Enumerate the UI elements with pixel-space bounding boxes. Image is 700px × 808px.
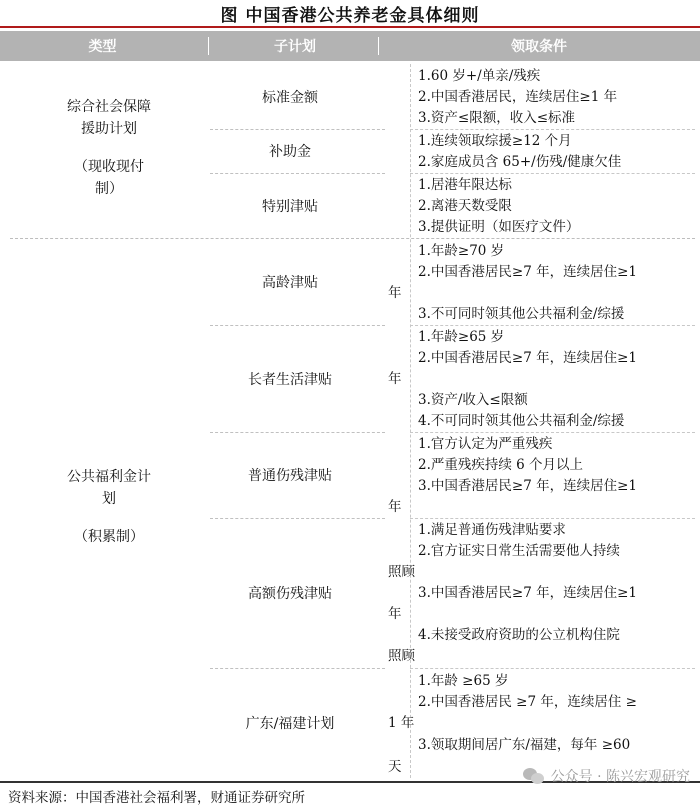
wechat-icon [523, 768, 545, 784]
row-divider [410, 668, 695, 669]
subplan-higher-disability: 高额伤残津贴 [248, 586, 332, 602]
row-divider [410, 518, 695, 519]
condition-line-wrap: 照顾 [388, 564, 415, 580]
watermark-text: 公众号 · 陈兴宏观研究 [550, 769, 690, 785]
condition-line: 3.资产/收入≤限额 [418, 392, 528, 408]
condition-line: 2.离港天数受限 [418, 198, 512, 214]
condition-line: 2.严重残疾持续 6 个月以上 [418, 457, 584, 473]
subplan-special: 特别津贴 [262, 198, 318, 215]
subplan-gd-fj: 广东/福建计划 [245, 716, 335, 732]
condition-line: 4.未接受政府资助的公立机构住院 [418, 627, 620, 643]
condition-line: 2.中国香港居民≥7 年，连续居住≥1 [418, 350, 637, 366]
category-ssa [14, 466, 204, 548]
condition-line: 1.居港年限达标 [418, 177, 512, 193]
row-divider [410, 325, 695, 326]
condition-line: 4.不可同时领其他公共福利金/综援 [418, 413, 625, 429]
condition-line: 1.60 岁+/单亲/残疾 [418, 68, 541, 84]
header-subplan: 子计划 [274, 39, 316, 55]
condition-line: 1.满足普通伤残津贴要求 [418, 522, 566, 538]
condition-line: 1.年龄 ≥65 岁 [418, 673, 509, 689]
figure-title: 图 中国香港公共养老金具体细则 [0, 0, 700, 28]
condition-line: 3.提供证明（如医疗文件） [418, 219, 580, 235]
condition-line-wrap: 年 [388, 499, 402, 515]
category-cssa-name: 综合社会保障 [67, 99, 151, 115]
condition-line: 1.年龄≥70 岁 [418, 243, 505, 259]
condition-line: 3.资产≤限额，收入≤标准 [418, 110, 576, 126]
category-cssa-note-2: 制） [95, 181, 123, 197]
subplan-standard: 标准金额 [262, 89, 318, 106]
category-cssa-name-2: 援助计划 [81, 121, 137, 137]
row-divider [410, 129, 695, 130]
condition-line: 2.中国香港居民，连续居住≥1 年 [418, 89, 618, 105]
category-cssa-note: （现收现付 [74, 159, 144, 175]
condition-line: 3.中国香港居民≥7 年，连续居住≥1 [418, 478, 637, 494]
condition-line: 3.不可同时领其他公共福利金/综援 [418, 306, 625, 322]
header-divider [208, 37, 209, 55]
source-note: 资料来源：中国香港社会福利署，财通证券研究所 [8, 790, 305, 806]
condition-line: 3.领取期间居广东/福建，每年 ≥60 [418, 737, 631, 753]
condition-line: 1.年龄≥65 岁 [418, 329, 505, 345]
condition-line: 2.家庭成员含 65+/伤残/健康欠佳 [418, 154, 622, 170]
subplan-normal-disability: 普通伤残津贴 [248, 468, 332, 484]
condition-line-wrap: 天 [388, 759, 402, 775]
watermark [523, 766, 690, 786]
row-divider [410, 173, 695, 174]
condition-line-wrap: 年 [388, 371, 402, 387]
header-type: 类型 [88, 39, 117, 55]
category-ssa-name-2: 划 [102, 491, 116, 507]
subplan-old-age-living: 长者生活津贴 [248, 371, 332, 388]
condition-line-wrap: 年 [388, 606, 402, 622]
column-divider [410, 64, 411, 778]
category-cssa [14, 96, 204, 200]
category-ssa-note: （积累制） [74, 529, 144, 545]
category-ssa-name: 公共福利金计 [67, 469, 151, 485]
subplan-supplement: 补助金 [269, 144, 311, 160]
condition-line: 2.中国香港居民≥7 年，连续居住≥1 [418, 264, 637, 280]
condition-line: 2.官方证实日常生活需要他人持续 [418, 543, 620, 559]
header-conditions: 领取条件 [511, 39, 567, 55]
subplan-old-age: 高龄津贴 [262, 274, 318, 291]
condition-line: 1.官方认定为严重残疾 [418, 436, 553, 452]
condition-line: 2.中国香港居民 ≥7 年，连续居住 ≥ [418, 694, 637, 710]
condition-line-wrap: 1 年 [388, 715, 415, 731]
condition-line: 3.中国香港居民≥7 年，连续居住≥1 [418, 585, 637, 601]
condition-line: 1.连续领取综援≥12 个月 [418, 133, 572, 149]
row-divider [410, 432, 695, 433]
table-header [0, 31, 700, 61]
condition-line-wrap: 年 [388, 285, 402, 301]
condition-line-wrap: 照顾 [388, 648, 415, 664]
